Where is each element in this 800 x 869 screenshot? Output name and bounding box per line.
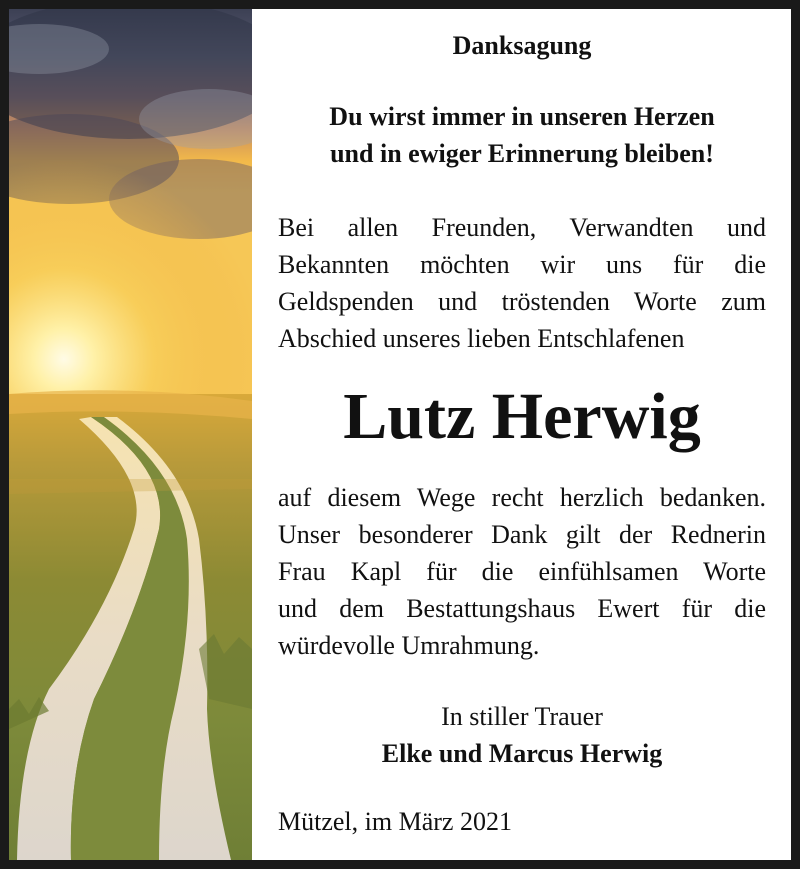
place-date: Mützel, im März 2021: [278, 807, 512, 836]
body-line-2: Unser besonderer Dank gilt der Rednerin: [278, 520, 766, 549]
body-line-1: auf diesem Wege recht herzlich bedanken.: [278, 483, 766, 512]
body-line-3: Frau Kapl für die einfühlsamen Worte: [278, 557, 766, 586]
body-line-4: und dem Bestattungshaus Ewert für die: [278, 594, 766, 623]
intro-line-3: Geldspenden und tröstenden Worte zum: [278, 287, 766, 316]
intro-line-4: Abschied unseres lieben Entschlafenen: [278, 324, 685, 353]
motto-line-2: und in ewiger Erinnerung bleiben!: [330, 139, 714, 168]
deceased-name: Lutz Herwig: [343, 380, 701, 453]
mourning-line: In stiller Trauer: [441, 702, 603, 731]
intro-line-1: Bei allen Freunden, Verwandten und: [278, 213, 766, 242]
motto-line-1: Du wirst immer in unseren Herzen: [329, 102, 715, 131]
intro-line-2: Bekannten möchten wir uns für die: [278, 250, 766, 279]
sunset-path-image: [9, 9, 252, 860]
notice-text-column: [278, 9, 766, 860]
signatories: Elke und Marcus Herwig: [381, 739, 663, 768]
notice-heading: Danksagung: [452, 31, 592, 60]
body-line-5: würdevolle Umrahmung.: [278, 631, 540, 660]
